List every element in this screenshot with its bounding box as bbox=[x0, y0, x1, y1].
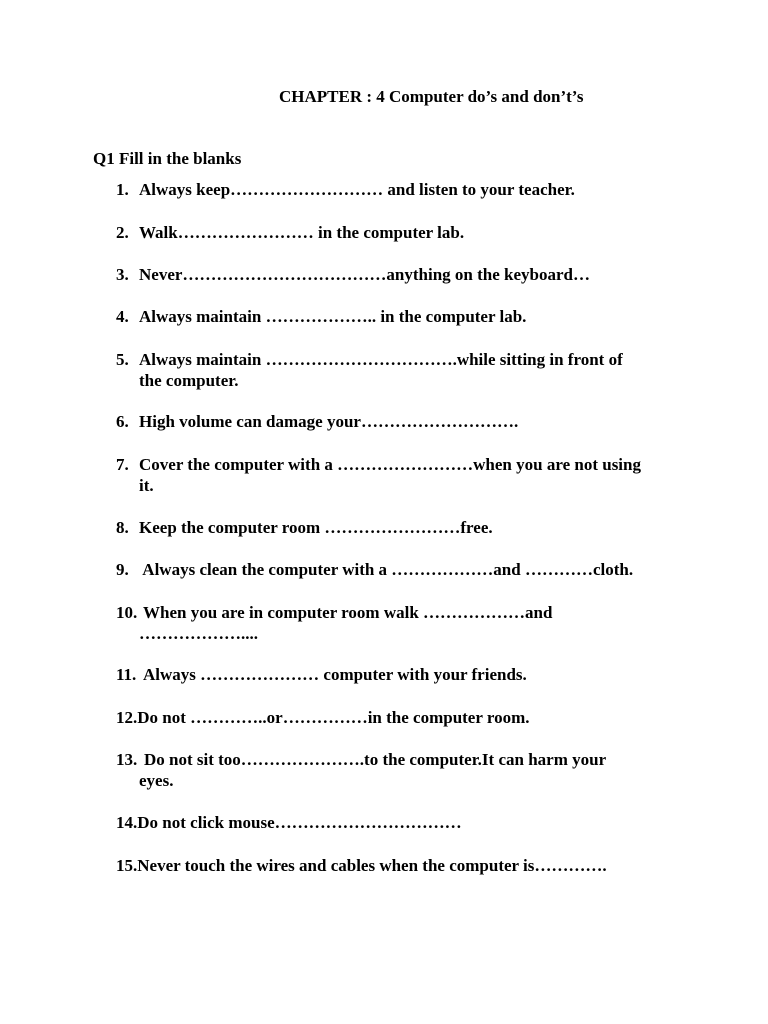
question-2 bbox=[116, 222, 676, 243]
question-text: High volume can damage your………………………. bbox=[139, 412, 519, 431]
question-12 bbox=[116, 707, 676, 728]
question-number: 6. bbox=[116, 412, 129, 431]
question-number: 2. bbox=[116, 223, 129, 242]
question-6 bbox=[116, 411, 676, 432]
question-text: Walk…………………… in the computer lab. bbox=[139, 223, 465, 242]
question-5 bbox=[116, 349, 676, 391]
question-text: 15.Never touch the wires and cables when the computer is…………. bbox=[116, 856, 607, 875]
question-number: 1. bbox=[116, 180, 129, 199]
question-3 bbox=[116, 264, 676, 285]
question-8 bbox=[116, 517, 676, 538]
question-text-continued: ……………….... bbox=[139, 624, 258, 643]
question-9 bbox=[116, 559, 676, 580]
question-text-continued: eyes. bbox=[139, 771, 174, 790]
question-text: Keep the computer room ……………………free. bbox=[139, 518, 493, 537]
question-text: Never………………………………anything on the keyboard… bbox=[139, 265, 590, 284]
question-number: 3. bbox=[116, 265, 129, 284]
question-7 bbox=[116, 454, 676, 496]
question-text: 12.Do not …………..or……………in the computer room. bbox=[116, 708, 530, 727]
question-number: 10. bbox=[116, 603, 138, 622]
question-text: Always ………………… computer with your friends. bbox=[143, 665, 527, 684]
question-text: Do not sit too………………….to the computer.It can harm your bbox=[144, 750, 607, 769]
question-1 bbox=[116, 179, 676, 200]
chapter-title: CHAPTER : 4 Computer do’s and don’t’s bbox=[279, 87, 584, 106]
question-text-continued: it. bbox=[139, 476, 154, 495]
question-text: Always keep……………………… and listen to your teacher. bbox=[139, 180, 575, 199]
question-text: When you are in computer room walk ………………and bbox=[143, 603, 553, 622]
section-heading: Q1 Fill in the blanks bbox=[93, 149, 242, 168]
question-14 bbox=[116, 812, 676, 833]
question-text: 14.Do not click mouse…………………………… bbox=[116, 813, 462, 832]
question-text: Always clean the computer with a ………………and …………cloth. bbox=[139, 560, 634, 579]
question-number: 9. bbox=[116, 560, 129, 579]
question-11 bbox=[116, 664, 676, 685]
question-13 bbox=[116, 749, 676, 791]
question-number: 8. bbox=[116, 518, 129, 537]
question-number: 13. bbox=[116, 750, 138, 769]
question-text: Always maintain …………………………….while sitting in front of bbox=[139, 350, 623, 369]
question-15 bbox=[116, 855, 676, 876]
question-number: 11. bbox=[116, 665, 137, 684]
question-number: 4. bbox=[116, 307, 129, 326]
question-number: 7. bbox=[116, 455, 129, 474]
question-10 bbox=[116, 602, 676, 644]
question-text: Always maintain ……………….. in the computer lab. bbox=[139, 307, 527, 326]
question-text-continued: the computer. bbox=[139, 371, 239, 390]
question-text: Cover the computer with a ……………………when you are not using bbox=[139, 455, 641, 474]
question-4 bbox=[116, 306, 676, 327]
question-number: 5. bbox=[116, 350, 129, 369]
